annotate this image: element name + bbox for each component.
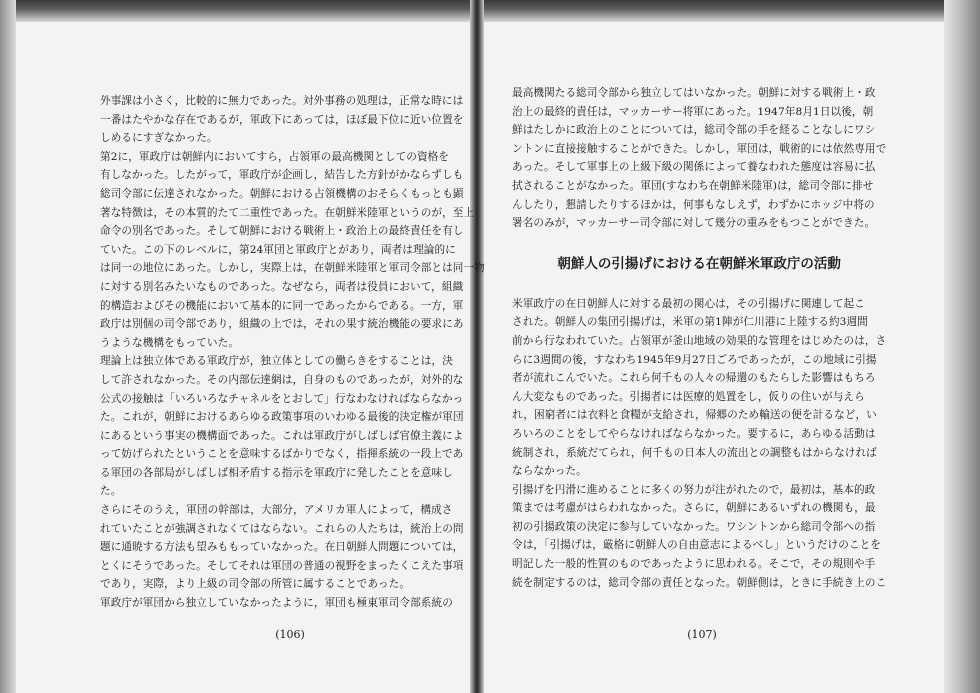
text-line: 有しなかった。したがって，軍政庁が企画し，結告した方針がかならずしも: [100, 169, 464, 182]
text-line: 前から行なわれていた。占領軍が釜山地域の効果的な管理をはじめたのは，さ: [512, 334, 887, 347]
right-page-text-after-heading: [512, 295, 886, 593]
right-page: [512, 0, 887, 693]
text-line: れ，困窮者には衣料と食糧が支給され，帰郷のため輸送の便を計るなど，い: [512, 409, 877, 422]
text-line: る軍団の各部局がしばしば相矛盾する指示を軍政庁に発したことを意味し: [100, 466, 453, 479]
text-line: 政庁は別個の司令部であり，組織の上では，それの果す統治機能の要求にあ: [100, 318, 464, 331]
left-page-text: [100, 92, 485, 613]
text-line: 題に通暁する方法も望みももっていなかった。在日朝鮮人問題については，: [100, 541, 464, 554]
text-line: は同一の地位にあった。しかし，実際上は，在朝鮮米陸軍と軍司令部とは同一物: [100, 262, 485, 275]
text-line: らに3週間の後，すなわち1945年9月27日ごろであったが，この地域に引揚: [512, 353, 877, 366]
text-line: 統制され，系統だてられ，何千もの日本人の流出との調整もはからなければ: [512, 446, 877, 459]
text-line: 理論上は独立体である軍政庁が，独立体としての働らきをすることは，決: [100, 355, 453, 368]
text-line: 的構造およびその機能において基本的に同一であったからである。一方，軍: [100, 299, 464, 312]
text-line: 総司令部に伝達されなかった。朝鮮における占領機構のおそらくもっとも顕: [100, 187, 464, 200]
text-line: 第2に，軍政庁は朝鮮内においてすら，占領軍の最高機関としての資格を: [100, 150, 450, 163]
right-page-text-before-heading: [512, 84, 886, 233]
text-line: して許されなかった。その内部伝達網は，自身のものであったが，対外的な: [100, 373, 464, 386]
text-line: うような機構をもっていた。: [100, 336, 240, 349]
text-line: ならなかった。: [512, 465, 587, 478]
text-line: た。: [100, 485, 122, 498]
text-line: にあるという事実の機構面であった。これは軍政庁がしばしば官僚主義によ: [100, 429, 464, 442]
scan-left-edge: [0, 0, 16, 693]
text-line: 初の引揚政策の決定に参与していなかった。ワシントンから総司令部への指: [512, 520, 876, 533]
text-line: た。これが，朝鮮におけるあらゆる政策事項のいわゆる最後的決定権が軍団: [100, 411, 464, 424]
text-line: 者が流れこんでいた。これら何千もの人々の帰還のもたらした影響はもちろ: [512, 372, 876, 385]
text-line: さらにそのうえ，軍団の幹部は，大部分，アメリカ軍人によって，構成さ: [100, 504, 453, 517]
text-line: 公式の接触は「いろいろなチャネルをとおして」行なわなければならなかっ: [100, 392, 464, 405]
text-line: 拭されることがなかった。軍団(すなわち在朝鮮米陸軍)は，総司令部に排せ: [512, 179, 874, 192]
left-page: [100, 0, 485, 693]
text-line: であり，実際，より上級の司令部の所管に属することであった。: [100, 578, 411, 591]
text-line: 著な特徴は，その本質的たて二重性であった。在朝鮮米陸軍というのが，至上: [100, 206, 475, 219]
text-line: 最高機関たる総司令部から独立してはいなかった。朝鮮に対する戦術上・政: [512, 87, 876, 99]
text-line: 一番はたやかな存在であるが，軍政下にあっては，ほぼ最下位に近い位置を: [100, 113, 464, 126]
right-page-number: (107): [687, 628, 717, 641]
text-line: 外事課は小さく，比較的に無力であった。対外事務の処理は，正常な時には: [100, 95, 464, 107]
right-page-text: [512, 84, 886, 592]
text-line: あった。そして軍事上の上級下級の関係によって養なわれた態度は容易に払: [512, 161, 876, 174]
text-line: ントンに直接接触することができた。しかし，軍団は，戦術的には依然専用で: [512, 142, 887, 155]
section-heading: 朝鮮人の引揚げにおける在朝鮮米軍政庁の活動: [557, 255, 841, 272]
text-line: 鮮はたしかに政治上のことについては，総司令部の手を経ることなしにワシ: [512, 124, 876, 137]
text-line: れていたことが強調されなくてはならない。これらの人たちは，統治上の問: [100, 522, 464, 535]
text-line: って妨げられたということを意味するばかりでなく，指揮系統の一段上であ: [100, 448, 464, 461]
text-line: 米軍政庁の在日朝鮮人に対する最初の関心は，その引揚げに関連して起こ: [512, 297, 865, 310]
text-line: 軍政庁が軍団から独立していなかったように，軍団も極東軍司令部系統の: [100, 597, 453, 610]
left-page-number: (106): [275, 628, 305, 641]
text-line: ん大変なものであった。引揚者には医療的処置をし，仮りの住いが与えら: [512, 390, 865, 403]
text-line: 署名のみが，マッカーサー司令部に対して幾分の重みをもつことができた。: [512, 217, 876, 230]
text-line: された。朝鮮人の集団引揚げは，米軍の第1陣が仁川港に上陸する約3週間: [512, 316, 868, 329]
text-line: ろいろのことをしてやらなければならなかった。要するに，あらゆる活動は: [512, 427, 876, 440]
text-line: 命令の別名であった。そして朝鮮における戦術上・政治上の最終責任を有し: [100, 225, 464, 238]
text-line: とくにそうであった。そしてそれは軍団の普通の視野をまったくこえた事項: [100, 559, 464, 572]
text-line: に対する別名みたいなものであった。なぜなら，両者は役員において，組織: [100, 280, 464, 293]
scan-right-edge: [944, 0, 980, 693]
text-line: 策までは考慮がはらわれなかった。さらに，朝鮮にあるいずれの機関も，最: [512, 502, 876, 515]
text-line: 明記した一般的性質のものであったように思われる。そこで，その規則や手: [512, 558, 876, 571]
text-line: しめるにすぎなかった。: [100, 132, 218, 145]
text-line: んしたり，懇請したりするほかは，何事もなしえず，わずかにホッジ中将の: [512, 198, 875, 211]
text-line: 令は，「引揚げは，厳格に朝鮮人の自由意志によるべし」というだけのことを: [512, 539, 881, 552]
text-line: 治上の最終的責任は，マッカーサー将軍にあった。1947年8月1日以後，朝: [512, 105, 874, 118]
text-line: ていた。この下のレベルに，第24軍団と軍政庁とがあり，両者は理論的に: [100, 243, 456, 256]
text-line: 続を制定するのは，総司令部の責任となった。朝鮮側は，ときに手続き上のこ: [512, 576, 887, 589]
text-line: 引揚げを円滑に進めることに多くの努力が注がれたので，最初は，基本的政: [512, 483, 876, 496]
